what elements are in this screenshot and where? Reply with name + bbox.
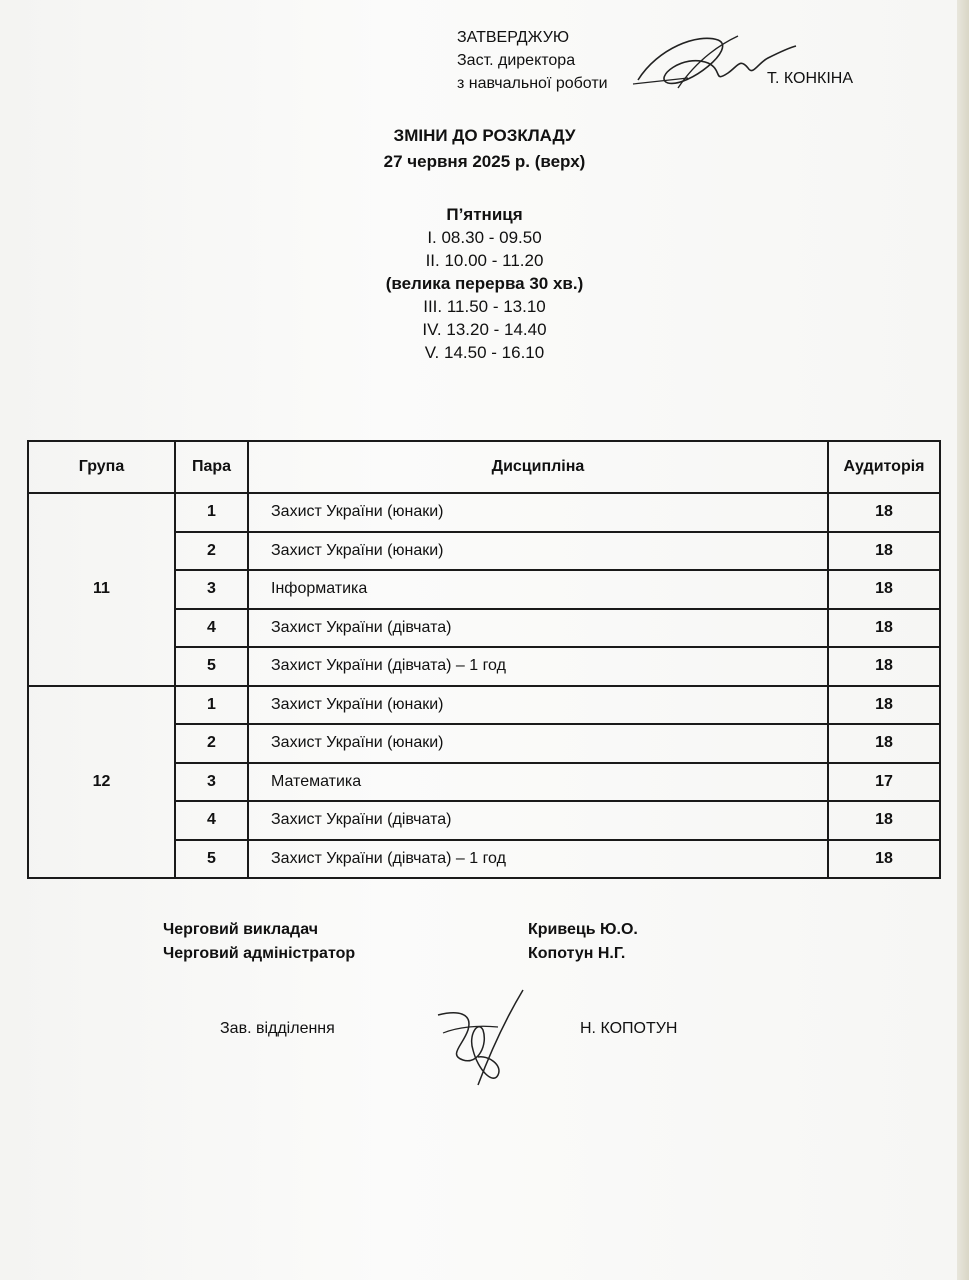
approval-line2: Заст. директора bbox=[457, 52, 576, 69]
table-row bbox=[28, 686, 940, 725]
approval-block bbox=[457, 26, 854, 95]
table-row bbox=[28, 493, 940, 532]
pair-cell: 3 bbox=[175, 763, 248, 802]
discipline-cell: Захист України (юнаки) bbox=[248, 686, 828, 725]
duty-admin-name: Копотун Н.Г. bbox=[528, 945, 626, 962]
page-edge bbox=[957, 0, 969, 1280]
room-cell: 18 bbox=[828, 686, 940, 725]
duty-admin-label: Черговий адміністратор bbox=[163, 945, 356, 962]
pair-cell: 1 bbox=[175, 493, 248, 532]
room-cell: 17 bbox=[828, 763, 940, 802]
room-cell: 18 bbox=[828, 609, 940, 648]
head-label: Зав. відділення bbox=[220, 1020, 335, 1037]
schedule-slot-5: V. 14.50 - 16.10 bbox=[424, 343, 545, 362]
signature-icon bbox=[628, 28, 798, 98]
header-discipline: Дисципліна bbox=[248, 441, 828, 493]
schedule-slot-1: І. 08.30 - 09.50 bbox=[427, 228, 542, 247]
pair-cell: 4 bbox=[175, 801, 248, 840]
schedule-day: П’ятниця bbox=[446, 205, 523, 224]
header-group: Група bbox=[28, 441, 175, 493]
page-date: 27 червня 2025 р. (верх) bbox=[383, 152, 586, 171]
head-name: Н. КОПОТУН bbox=[580, 1020, 678, 1037]
group-cell: 11 bbox=[28, 493, 175, 686]
approval-line3: з навчальної роботи bbox=[457, 75, 608, 92]
pair-cell: 3 bbox=[175, 570, 248, 609]
duty-teacher-label: Черговий викладач bbox=[163, 921, 318, 938]
room-cell: 18 bbox=[828, 532, 940, 571]
duty-labels bbox=[163, 918, 355, 966]
discipline-cell: Захист України (дівчата) – 1 год bbox=[248, 840, 828, 879]
pair-cell: 4 bbox=[175, 609, 248, 648]
room-cell: 18 bbox=[828, 493, 940, 532]
group-cell: 12 bbox=[28, 686, 175, 879]
header-room: Аудиторія bbox=[828, 441, 940, 493]
page-title: ЗМІНИ ДО РОЗКЛАДУ bbox=[393, 126, 576, 145]
discipline-cell: Захист України (дівчата) bbox=[248, 801, 828, 840]
room-cell: 18 bbox=[828, 647, 940, 686]
duty-teacher-name: Кривець Ю.О. bbox=[528, 921, 638, 938]
discipline-cell: Захист України (юнаки) bbox=[248, 724, 828, 763]
schedule-slot-2: ІІ. 10.00 - 11.20 bbox=[425, 251, 544, 270]
schedule-slot-4: ІV. 13.20 - 14.40 bbox=[422, 320, 547, 339]
schedule-slot-3: ІІІ. 11.50 - 13.10 bbox=[423, 297, 546, 316]
pair-cell: 5 bbox=[175, 647, 248, 686]
pair-cell: 2 bbox=[175, 532, 248, 571]
room-cell: 18 bbox=[828, 724, 940, 763]
signature-icon bbox=[428, 985, 538, 1095]
header-pair: Пара bbox=[175, 441, 248, 493]
discipline-cell: Захист України (юнаки) bbox=[248, 493, 828, 532]
schedule-block bbox=[0, 203, 969, 364]
schedule-table bbox=[27, 440, 941, 879]
table-header-row bbox=[28, 441, 940, 493]
schedule-break: (велика перерва 30 хв.) bbox=[385, 274, 584, 293]
room-cell: 18 bbox=[828, 801, 940, 840]
discipline-cell: Захист України (дівчата) bbox=[248, 609, 828, 648]
discipline-cell: Захист України (юнаки) bbox=[248, 532, 828, 571]
room-cell: 18 bbox=[828, 840, 940, 879]
pair-cell: 1 bbox=[175, 686, 248, 725]
approval-name: Т. КОНКІНА bbox=[767, 70, 854, 87]
duty-names bbox=[528, 918, 638, 966]
discipline-cell: Математика bbox=[248, 763, 828, 802]
pair-cell: 5 bbox=[175, 840, 248, 879]
room-cell: 18 bbox=[828, 570, 940, 609]
pair-cell: 2 bbox=[175, 724, 248, 763]
approval-line1: ЗАТВЕРДЖУЮ bbox=[457, 29, 570, 46]
discipline-cell: Інформатика bbox=[248, 570, 828, 609]
discipline-cell: Захист України (дівчата) – 1 год bbox=[248, 647, 828, 686]
